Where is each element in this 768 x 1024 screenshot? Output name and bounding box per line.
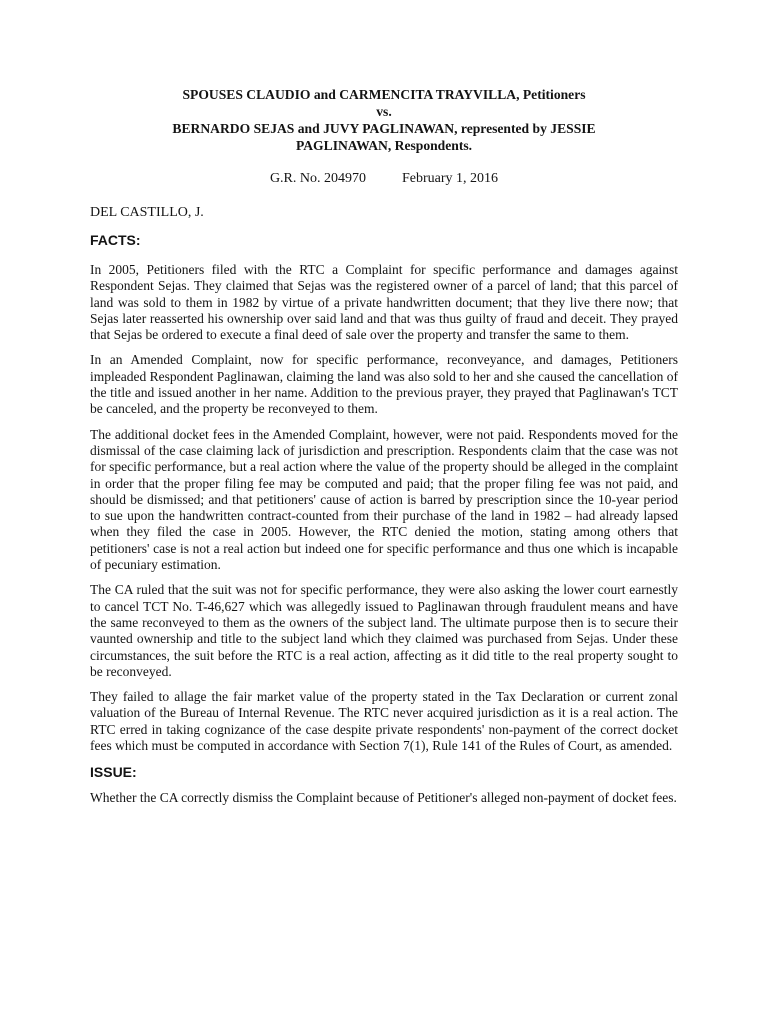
issue-paragraph: Whether the CA correctly dismiss the Complaint because of Petitioner's alleged non-payment of docket fees.: [90, 790, 677, 806]
case-title-versus: vs.: [376, 104, 392, 119]
case-title-petitioners: SPOUSES CLAUDIO and CARMENCITA TRAYVILLA, Petitioners: [182, 87, 586, 102]
facts-paragraph: They failed to allage the fair market value of the property stated in the Tax Declaration or current zonal valuation of the Bureau of Internal Revenue. The RTC never acquired jurisdiction as it is a real action. The RTC erred in taking cognizance of the case despite private respondents' non-payment of the correct docket fees which must be computed in accordance with Section 7(1), Rule 141 of the Rules of Court, as amended.: [90, 689, 678, 754]
facts-heading: FACTS:: [90, 232, 141, 248]
gr-number: G.R. No. 204970: [269, 171, 366, 186]
facts-paragraph: In an Amended Complaint, now for specific performance, reconveyance, and damages, Petitioners impleaded Respondent Paglinawan, claiming the land was also sold to her and she caused the cancellation of the title and issued another in her name. Addition to the previous prayer, they prayed that Paglinawan's TCT be canceled, and the property be reconveyed to them.: [90, 352, 678, 417]
document-page: [90, 86, 678, 807]
case-title-respondents-cont: PAGLINAWAN, Respondents.: [295, 138, 473, 153]
facts-paragraph: In 2005, Petitioners filed with the RTC a Complaint for specific performance and damages against Respondent Sejas. They claimed that Sejas was the registered owner of a parcel of land; that this parcel of land was sold to them in 1982 by virtue of a private handwritten document; that they live there now; that Sejas later reasserted his ownership over said land and that was thus guilty of fraud and deceit. They prayed that Sejas be ordered to execute a final deed of sale over the property and transfer the same to them.: [90, 262, 678, 343]
facts-paragraph: The CA ruled that the suit was not for specific performance, they were also asking the lower court earnestly to cancel TCT No. T-46,627 which was allegedly issued to Paglinawan through fraudulent means and have the same reconveyed to them as the owners of the subject land. The ultimate purpose then is to secure their vaunted ownership and title to the subject land which they claimed was purchased from Sejas. Under these circumstances, the suit before the RTC is a real action, affecting as it did title to the real property sought to be reconveyed.: [90, 582, 678, 679]
issue-heading: ISSUE:: [90, 764, 137, 781]
decision-date: February 1, 2016: [402, 171, 499, 186]
case-title-respondents: BERNARDO SEJAS and JUVY PAGLINAWAN, represented by JESSIE: [172, 121, 596, 136]
ponente: DEL CASTILLO, J.: [90, 205, 204, 220]
case-title: [90, 86, 678, 154]
case-reference: [90, 170, 678, 188]
facts-paragraph: The additional docket fees in the Amended Complaint, however, were not paid. Respondents moved for the dismissal of the case claiming lack of jurisdiction and prescription. Respondents claim that the case was not for specific performance, but a real action where the value of the property should be alleged in the complaint in order that the proper filing fee may be computed and paid; that the proper filing fee was not paid, and should be dismissed; and that petitioners' cause of action is barred by prescription since the 10-year period to sue upon the handwritten contract-counted from their purchase of the land in 1982 – had already lapsed when they filed the case in 2005. However, the RTC denied the motion, stating among others that petitioners' case is not a real action but indeed one for specific performance and thus one which is incapable of pecuniary estimation.: [90, 426, 678, 573]
